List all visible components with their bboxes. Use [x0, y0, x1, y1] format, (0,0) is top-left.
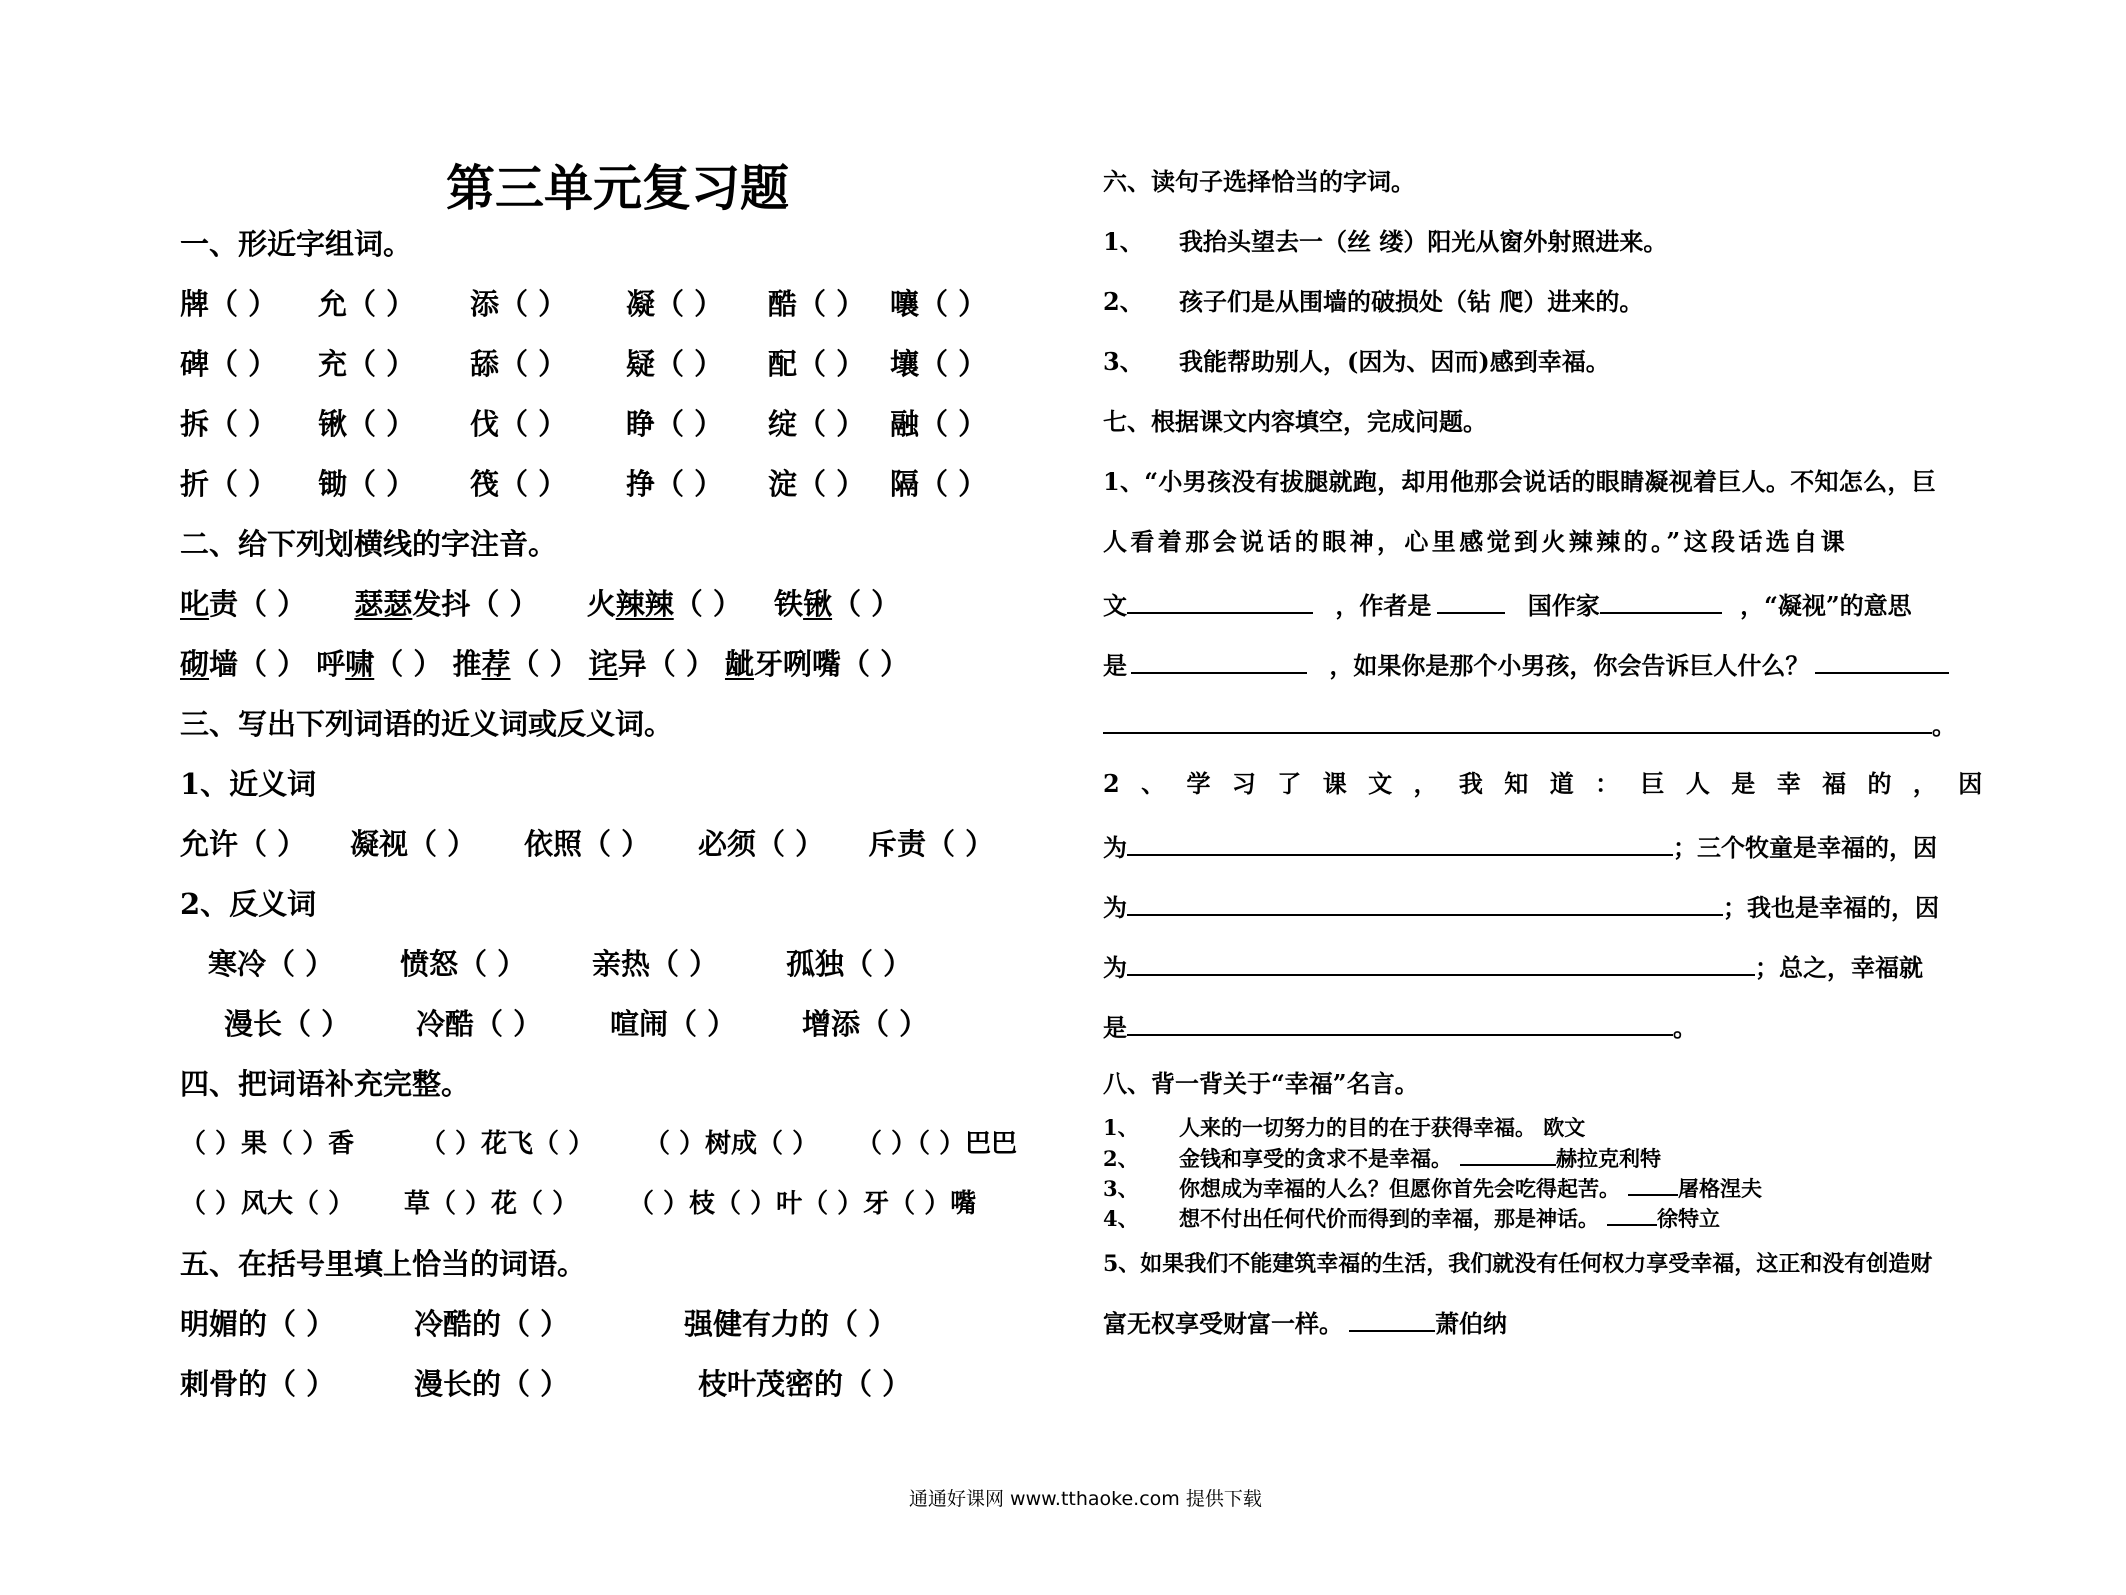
idiom-item: （ ）枝（ ）叶（ ）牙（ ）嘴 — [628, 1189, 977, 1219]
section-4-title: 四、把词语补充完整。 — [180, 1067, 471, 1101]
section-3-title: 三、写出下列词语的近义词或反义词。 — [180, 707, 674, 741]
answer-blank — [1600, 582, 1722, 614]
idiom-item: 草（ ）花（ ） — [404, 1189, 579, 1219]
idiom-item: （ ）花飞（ ） — [420, 1129, 595, 1159]
fill-phrase-item: 强健有力的（ ） — [684, 1307, 898, 1341]
fill-phrase-item: 明媚的（ ） — [180, 1307, 336, 1341]
s7-p2-line-3 — [1103, 884, 1939, 928]
word-group-item: 拆（ ） — [180, 407, 278, 441]
section-1-title: 一、形近字组词。 — [180, 227, 413, 261]
text: 是 — [1103, 1013, 1127, 1042]
answer-blank — [1628, 1174, 1678, 1196]
word-group-item: 疑（ ） — [626, 347, 724, 381]
section-8-title: 八、背一背关于“幸福”名言。 — [1103, 1069, 1419, 1098]
underlined-char: 锹 — [803, 587, 833, 621]
fill-phrase-item: 刺骨的（ ） — [180, 1367, 336, 1401]
s7-p2-line-5 — [1103, 1004, 1697, 1048]
antonym-item: 漫长（ ） — [224, 1007, 351, 1041]
underlined-char: 瑟瑟 — [354, 587, 413, 621]
text: ；三个牧童是幸福的，因 — [1673, 833, 1937, 862]
item-number: 2、 — [1103, 287, 1144, 316]
word-group-item: 壤（ ） — [890, 347, 988, 381]
s7-p1-line-2: 人看着那会说话的眼神，心里感觉到火辣辣的。”这段话选自课 — [1103, 527, 1849, 556]
quote-author: 萧伯纳 — [1435, 1309, 1507, 1338]
text: ，作者是 — [1335, 591, 1432, 620]
pinyin-item: 铁 — [774, 587, 804, 621]
text: 是 — [1103, 651, 1127, 680]
section-2-title: 二、给下列划横线的字注音。 — [180, 527, 558, 561]
section-2-row-1 — [180, 584, 900, 624]
pinyin-item: 火 — [586, 587, 616, 621]
fill-phrase-item: 漫长的（ ） — [414, 1367, 570, 1401]
text: 。 — [1673, 1013, 1697, 1042]
answer-blank — [1460, 1144, 1556, 1166]
text: 。 — [1932, 711, 1956, 740]
answer-blank — [1127, 1004, 1673, 1036]
synonym-item: 凝视（ ） — [350, 827, 477, 861]
idiom-item: （ ）风大（ ） — [180, 1189, 355, 1219]
pinyin-item: 责（ ） — [209, 587, 307, 621]
word-group-item: 酷（ ） — [768, 287, 866, 321]
antonym-item: 冷酷（ ） — [416, 1007, 543, 1041]
word-group-item: 添（ ） — [470, 287, 568, 321]
underlined-char: 荐 — [481, 647, 511, 681]
fill-phrase-item: 枝叶茂密的（ ） — [698, 1367, 912, 1401]
text: ；我也是幸福的，因 — [1723, 893, 1939, 922]
pinyin-item: 发抖（ ） — [412, 587, 539, 621]
s7-p2-line-2 — [1103, 824, 1937, 868]
word-group-item: 允（ ） — [318, 287, 416, 321]
word-group-item: 隔（ ） — [890, 467, 988, 501]
answer-blank — [1127, 884, 1723, 916]
fill-phrase-item: 冷酷的（ ） — [414, 1307, 570, 1341]
word-group-item: 锹（ ） — [318, 407, 416, 441]
text: ，“凝视”的意思 — [1740, 591, 1912, 620]
sentence-text: 我抬头望去一（丝 缕）阳光从窗外射照进来。 — [1179, 227, 1668, 256]
choice-sentence — [1103, 282, 1643, 322]
pinyin-item: （ ） — [510, 647, 579, 681]
text: 为 — [1103, 893, 1127, 922]
antonym-item: 增添（ ） — [802, 1007, 929, 1041]
pinyin-item: 异（ ） — [617, 647, 715, 681]
sentence-text: 我能帮助别人，(因为、因而)感到幸福。 — [1179, 347, 1610, 376]
underlined-char: 辣辣 — [615, 587, 674, 621]
underlined-char: 叱 — [180, 587, 210, 621]
underlined-char: 诧 — [588, 647, 618, 681]
word-group-item: 折（ ） — [180, 467, 278, 501]
answer-blank — [1437, 582, 1505, 614]
answer-blank — [1607, 1204, 1657, 1226]
pinyin-item: 牙咧嘴（ ） — [753, 647, 910, 681]
pinyin-item: 呼 — [316, 647, 346, 681]
answer-blank — [1815, 642, 1949, 674]
word-group-item: 牌（ ） — [180, 287, 278, 321]
pinyin-item: 推 — [452, 647, 482, 681]
quote-item — [1103, 1204, 1720, 1233]
word-group-item: 绽（ ） — [768, 407, 866, 441]
quote-item — [1103, 1144, 1661, 1173]
pinyin-item: （ ） — [374, 647, 443, 681]
pinyin-item: 墙（ ） — [209, 647, 307, 681]
antonym-item: 孤独（ ） — [786, 947, 913, 981]
text: 富无权享受财富一样。 — [1103, 1309, 1343, 1338]
footer-credit: 通通好课网 www.tthaoke.com 提供下载 — [909, 1488, 1262, 1510]
answer-blank — [1127, 944, 1755, 976]
item-number: 1、 — [1103, 1115, 1139, 1140]
item-number: 2、 — [1103, 1146, 1139, 1171]
idiom-item: （ ）树成（ ） — [644, 1129, 819, 1159]
answer-blank — [1127, 582, 1313, 614]
choice-sentence — [1103, 342, 1610, 382]
text: 文 — [1103, 591, 1127, 620]
word-group-item: 配（ ） — [768, 347, 866, 381]
item-number: 3、 — [1103, 347, 1144, 376]
s7-p1-line-5 — [1103, 702, 1956, 746]
word-group-item: 睁（ ） — [626, 407, 724, 441]
word-group-item: 伐（ ） — [470, 407, 568, 441]
synonym-item: 必须（ ） — [698, 827, 825, 861]
answer-blank — [1103, 702, 1932, 734]
section-2-row-2 — [180, 644, 909, 684]
item-number: 4、 — [1103, 1206, 1139, 1231]
sentence-text: 孩子们是从围墙的破损处（钻 爬）进来的。 — [1179, 287, 1644, 316]
section-6-title: 六、读句子选择恰当的字词。 — [1103, 167, 1415, 196]
word-group-item: 挣（ ） — [626, 467, 724, 501]
s7-p1-line-4 — [1103, 642, 1949, 686]
s8-item-5-line-1: 5、如果我们不能建筑幸福的生活，我们就没有任何权力享受幸福，这正和没有创造财 — [1103, 1251, 1933, 1277]
pinyin-item: （ ） — [673, 587, 742, 621]
text: 为 — [1103, 833, 1127, 862]
synonym-item: 允许（ ） — [180, 827, 307, 861]
word-group-item: 融（ ） — [890, 407, 988, 441]
quote-text: 人来的一切努力的目的在于获得幸福。 欧文 — [1179, 1115, 1586, 1140]
underlined-char: 砌 — [180, 647, 210, 681]
idiom-item: （ ）（ ）巴巴 — [856, 1129, 1018, 1159]
item-number: 1、 — [1103, 227, 1144, 256]
s7-p2-line-1: 2、学习了课文，我知道：巨人是幸福的，因 — [1103, 769, 2004, 798]
text: ；总之，幸福就 — [1755, 953, 1923, 982]
section-3-synonym-label: 1、近义词 — [180, 767, 317, 801]
item-number: 3、 — [1103, 1176, 1139, 1201]
pinyin-item: （ ） — [832, 587, 901, 621]
s8-item-5-line-2 — [1103, 1304, 1507, 1344]
choice-sentence — [1103, 222, 1667, 262]
antonym-item: 亲热（ ） — [592, 947, 719, 981]
antonym-item: 寒冷（ ） — [208, 947, 335, 981]
synonym-item: 斥责（ ） — [868, 827, 995, 861]
antonym-item: 愤怒（ ） — [400, 947, 527, 981]
word-group-item: 淀（ ） — [768, 467, 866, 501]
section-3-antonym-label: 2、反义词 — [180, 887, 317, 921]
antonym-item: 喧闹（ ） — [610, 1007, 737, 1041]
word-group-item: 锄（ ） — [318, 467, 416, 501]
underlined-char: 龇 — [724, 647, 754, 681]
answer-blank — [1131, 642, 1307, 674]
synonym-item: 依照（ ） — [524, 827, 651, 861]
s7-p2-line-4 — [1103, 944, 1923, 988]
underlined-char: 啸 — [345, 647, 375, 681]
word-group-item: 舔（ ） — [470, 347, 568, 381]
text: ，如果你是那个小男孩，你会告诉巨人什么？ — [1329, 651, 1810, 680]
section-5-title: 五、在括号里填上恰当的词语。 — [180, 1247, 587, 1281]
quote-item — [1103, 1174, 1762, 1203]
quote-author: 屠格涅夫 — [1678, 1176, 1762, 1201]
word-group-item: 碑（ ） — [180, 347, 278, 381]
text: 为 — [1103, 953, 1127, 982]
section-7-title: 七、根据课文内容填空，完成问题。 — [1103, 407, 1487, 436]
s7-p1-line-1: 1、“小男孩没有拔腿就跑，却用他那会说话的眼睛凝视着巨人。不知怎么，巨 — [1103, 467, 1937, 496]
s7-p1-line-3 — [1103, 582, 1912, 626]
quote-item — [1103, 1114, 1585, 1142]
word-group-item: 凝（ ） — [626, 287, 724, 321]
text: 国作家 — [1527, 591, 1600, 620]
word-group-item: 充（ ） — [318, 347, 416, 381]
word-group-item: 嚷（ ） — [890, 287, 988, 321]
quote-text: 金钱和享受的贪求不是幸福。 — [1179, 1146, 1452, 1171]
page-title: 第三单元复习题 — [446, 159, 790, 217]
quote-author: 赫拉克利特 — [1556, 1146, 1661, 1171]
quote-text: 想不付出任何代价而得到的幸福，那是神话。 — [1179, 1206, 1599, 1231]
quote-author: 徐特立 — [1657, 1206, 1720, 1231]
answer-blank — [1127, 824, 1673, 856]
word-group-item: 筏（ ） — [470, 467, 568, 501]
idiom-item: （ ）果（ ）香 — [180, 1129, 355, 1159]
answer-blank — [1349, 1306, 1435, 1332]
quote-text: 你想成为幸福的人么？但愿你首先会吃得起苦。 — [1179, 1176, 1620, 1201]
